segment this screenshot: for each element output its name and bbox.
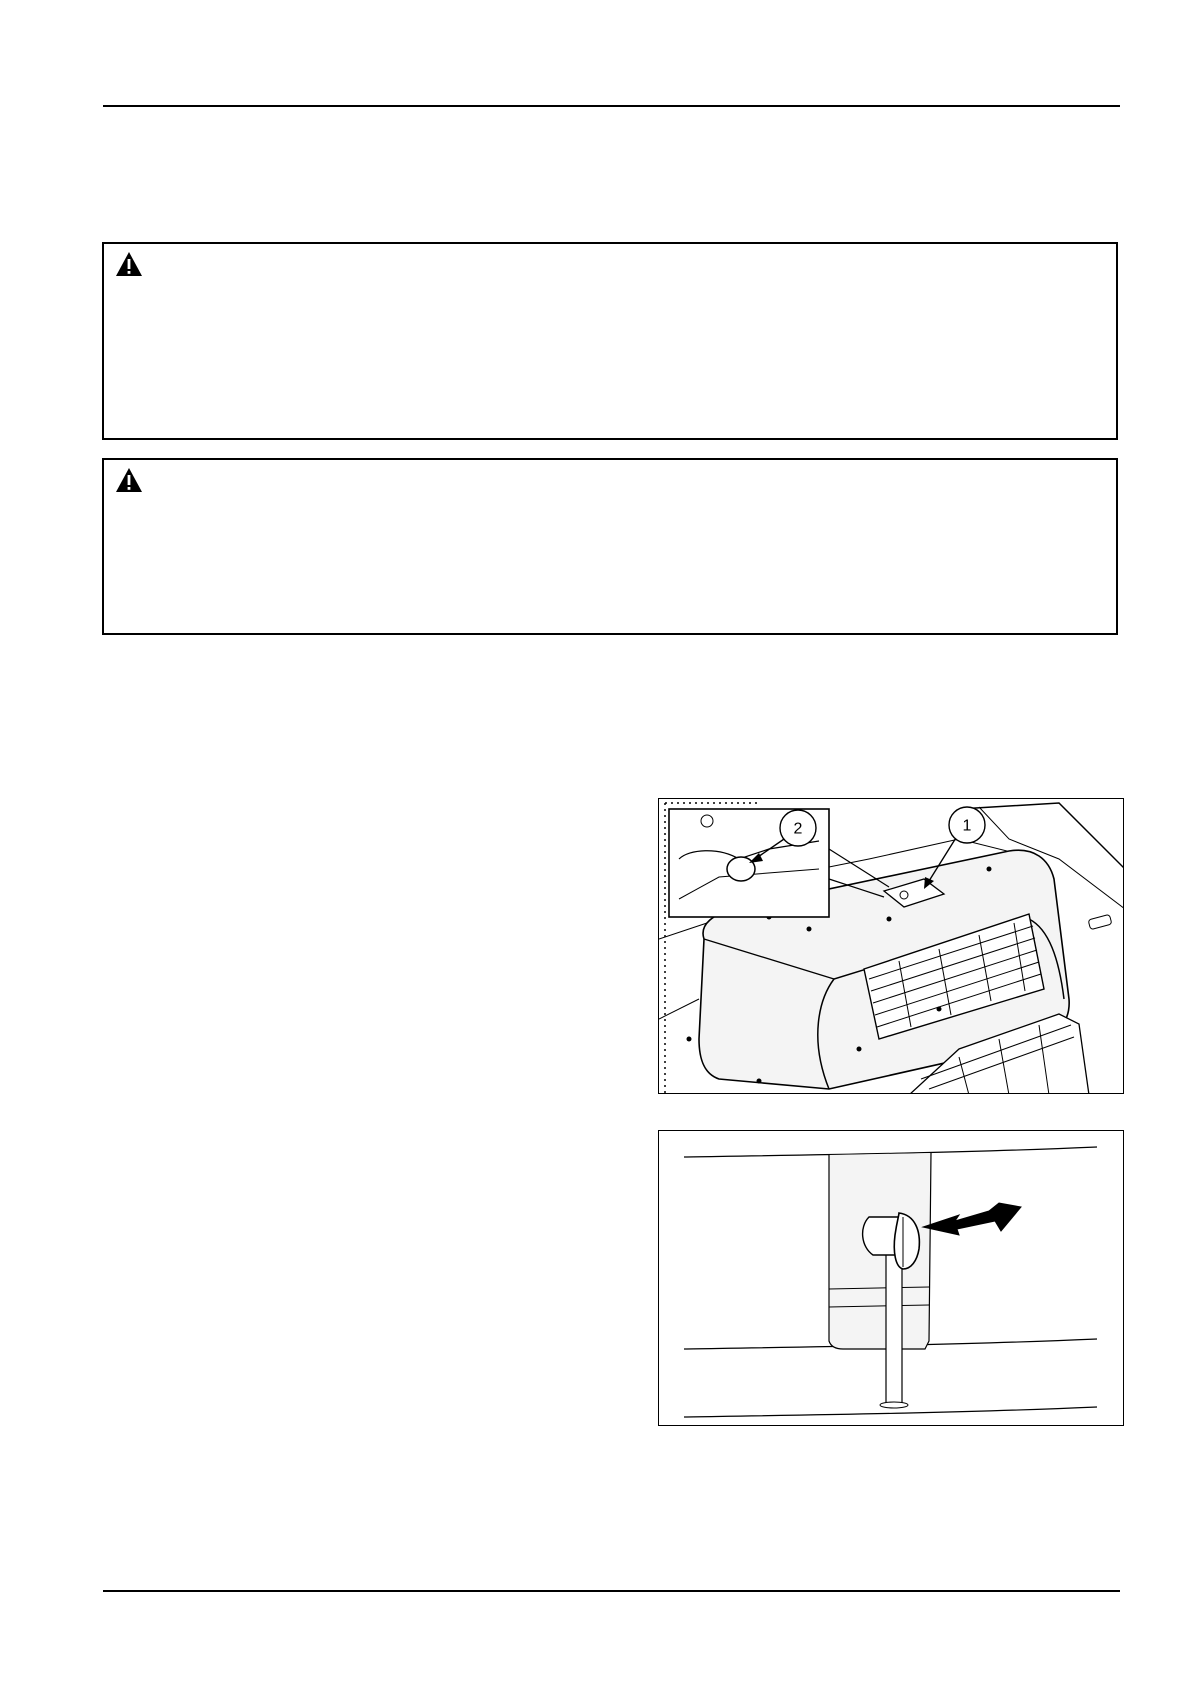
cap-closeup-illustration — [658, 1130, 1124, 1426]
callout-2-label: 2 — [793, 820, 803, 838]
warning-triangle-icon — [114, 466, 144, 494]
footer-rule — [103, 1590, 1120, 1592]
warning-triangle-icon — [114, 250, 144, 278]
hood-illustration — [658, 798, 1124, 1094]
arrow-icon — [923, 1203, 1021, 1235]
callout-1-label: 1 — [962, 817, 972, 835]
warning-box — [102, 458, 1118, 635]
warning-box — [102, 242, 1118, 440]
header-rule — [103, 105, 1120, 107]
